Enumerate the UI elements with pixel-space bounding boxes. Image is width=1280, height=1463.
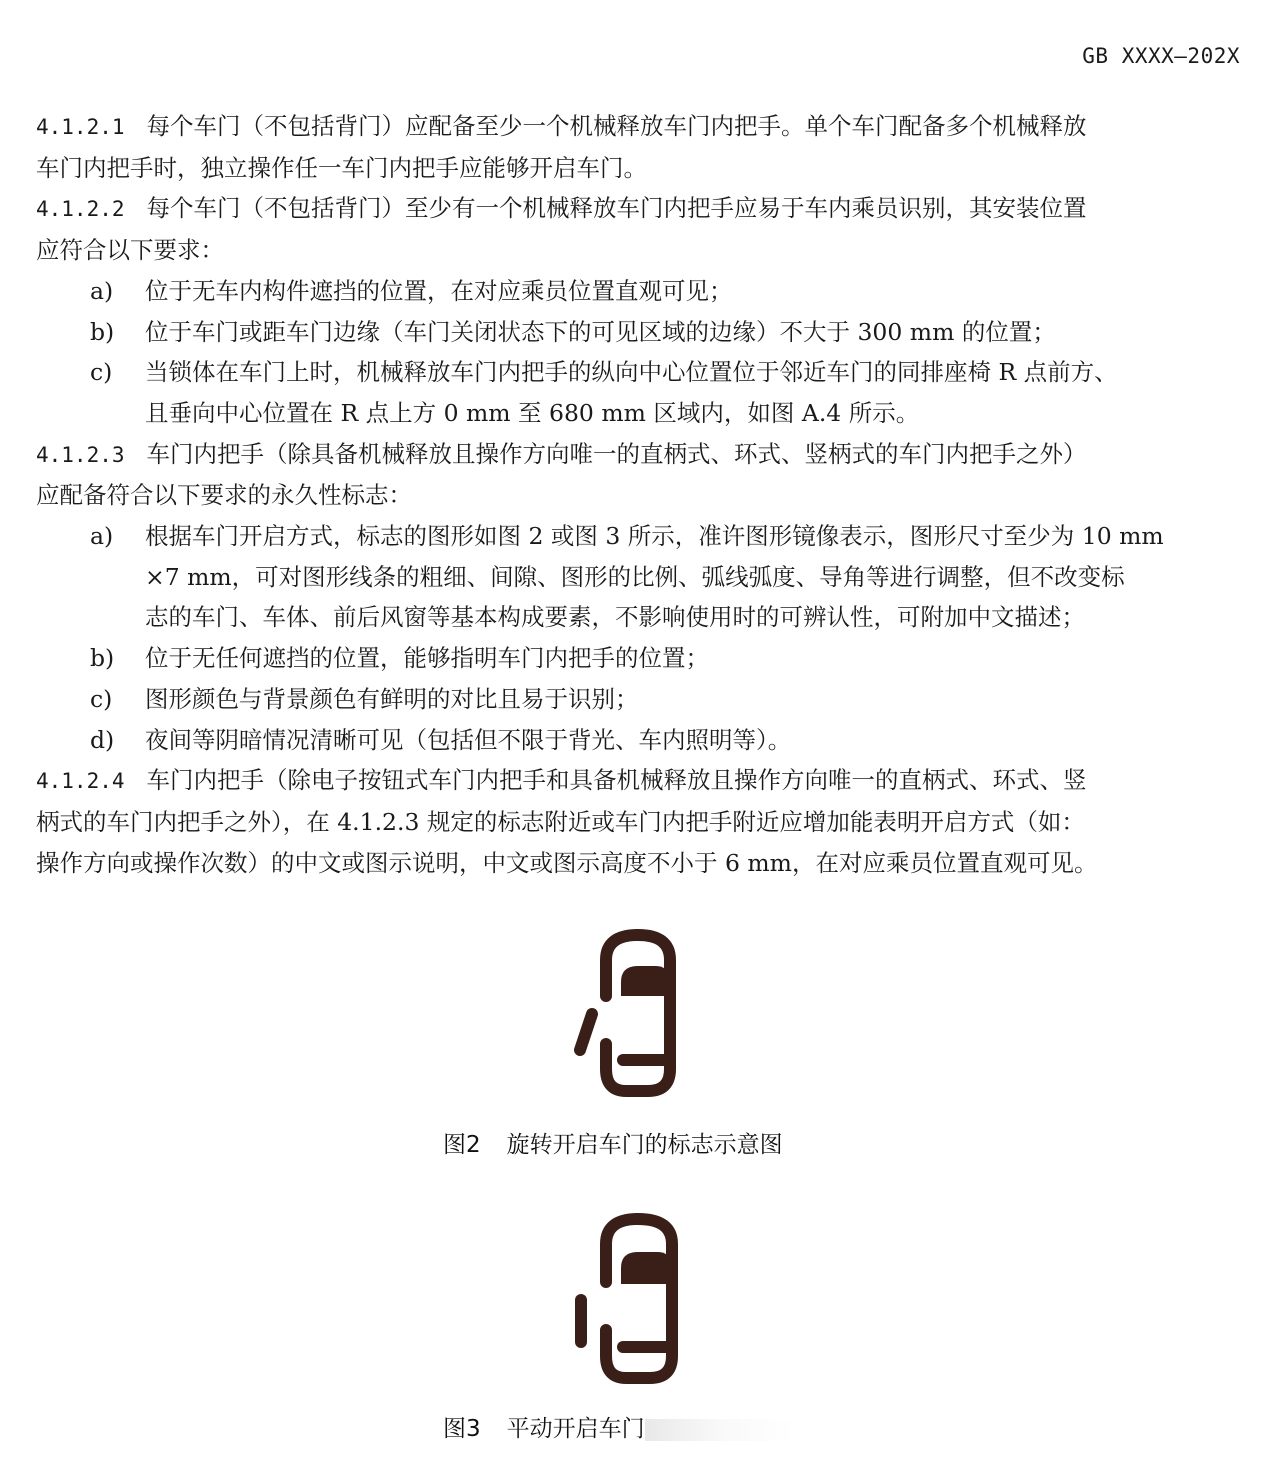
clause-text: 车门内把手（除电子按钮式车门内把手和具备机械释放且操作方向唯一的直柄式、环式、竖 [146,766,1087,795]
list-item [36,516,1242,557]
clause-4-1-2-1 [36,106,1242,188]
clause-number: 4.1.2.1 [36,115,125,139]
item-label: b) [90,317,115,346]
item-label: c) [90,358,113,387]
clause-line: 车门内把手时，独立操作任一车门内把手应能够开启车门。 [36,153,647,182]
list-item [36,679,1242,720]
item-text: 位于车门或距车门边缘（车门关闭状态下的可见区域的边缘）不大于 300 mm 的位置； [145,317,1056,346]
clause-text: 车门内把手（除具备机械释放且操作方向唯一的直柄式、环式、竖柄式的车门内把手之外） [146,439,1087,468]
clause-text: 每个车门（不包括背门）至少有一个机械释放车门内把手应易于车内乘员识别，其安装位置 [146,194,1087,223]
clause-line: 柄式的车门内把手之外），在 4.1.2.3 规定的标志附近或车门内把手附近应增加能表明开启方式（如： [36,807,1085,836]
item-label: b) [90,644,115,673]
item-text: 当锁体在车门上时，机械释放车门内把手的纵向中心位置位于邻近车门的同排座椅 R 点前方、 [145,358,1118,387]
figure-number: 图2 [443,1132,481,1158]
clause-line [36,188,1242,230]
list-item [36,720,1242,761]
clause-number: 4.1.2.3 [36,442,125,467]
clause-line: 应配备符合以下要求的永久性标志： [36,481,412,510]
standard-code: GB XXXX—202X [1082,44,1240,68]
figure-title: 旋转开启车门的标志示意图 [506,1132,783,1158]
rotating-door-car-icon [568,926,708,1100]
figure-title: 平动开启车门 [506,1416,645,1442]
clause-line: 应符合以下要求： [36,236,224,265]
list-item [36,352,1242,393]
clause-4-1-2-3 [36,434,1242,761]
document-body [36,106,1242,883]
item-text: 位于无车内构件遮挡的位置，在对应乘员位置直观可见； [145,276,733,305]
clause-line [36,434,1242,476]
clause-4-1-2-4 [36,760,1242,883]
clause-4-1-2-2 [36,188,1242,433]
sliding-door-car-icon [568,1210,708,1386]
list-item [36,312,1242,353]
clause-line [36,106,1242,148]
cropped-text-fade [645,1419,795,1441]
list-item-continuation: ×7 mm，可对图形线条的粗细、间隙、图形的比例、弧线弧度、导角等进行调整，但不改变标 [145,562,1125,591]
list-item [36,271,1242,312]
figure-number: 图3 [443,1416,481,1442]
list-item-continuation: 且垂向中心位置在 R 点上方 0 mm 至 680 mm 区域内，如图 A.4 所示。 [145,398,920,427]
item-label: a) [90,522,114,551]
list-item-continuation: 志的车门、车体、前后风窗等基本构成要素，不影响使用时的可辨认性，可附加中文描述； [145,603,1085,632]
figure-caption [443,1410,795,1443]
item-label: d) [90,725,115,754]
clause-text: 每个车门（不包括背门）应配备至少一个机械释放车门内把手。单个车门配备多个机械释放 [146,112,1087,140]
item-text: 位于无任何遮挡的位置，能够指明车门内把手的位置； [145,644,709,673]
clause-number: 4.1.2.2 [36,197,125,222]
clause-line: 操作方向或操作次数）的中文或图示说明，中文或图示高度不小于 6 mm，在对应乘员位置直观可见。 [36,848,1098,877]
item-text: 夜间等阴暗情况清晰可见（包括但不限于背光、车内照明等）。 [145,725,792,754]
item-text: 根据车门开启方式，标志的图形如图 2 或图 3 所示，准许图形镜像表示，图形尺寸至少为 10 mm [145,522,1164,551]
clause-number: 4.1.2.4 [36,769,125,794]
figure-caption [443,1126,783,1159]
clause-line [36,760,1242,802]
list-item [36,638,1242,679]
item-text: 图形颜色与背景颜色有鲜明的对比且易于识别； [145,684,639,713]
item-label: a) [90,276,114,305]
item-label: c) [90,684,113,713]
